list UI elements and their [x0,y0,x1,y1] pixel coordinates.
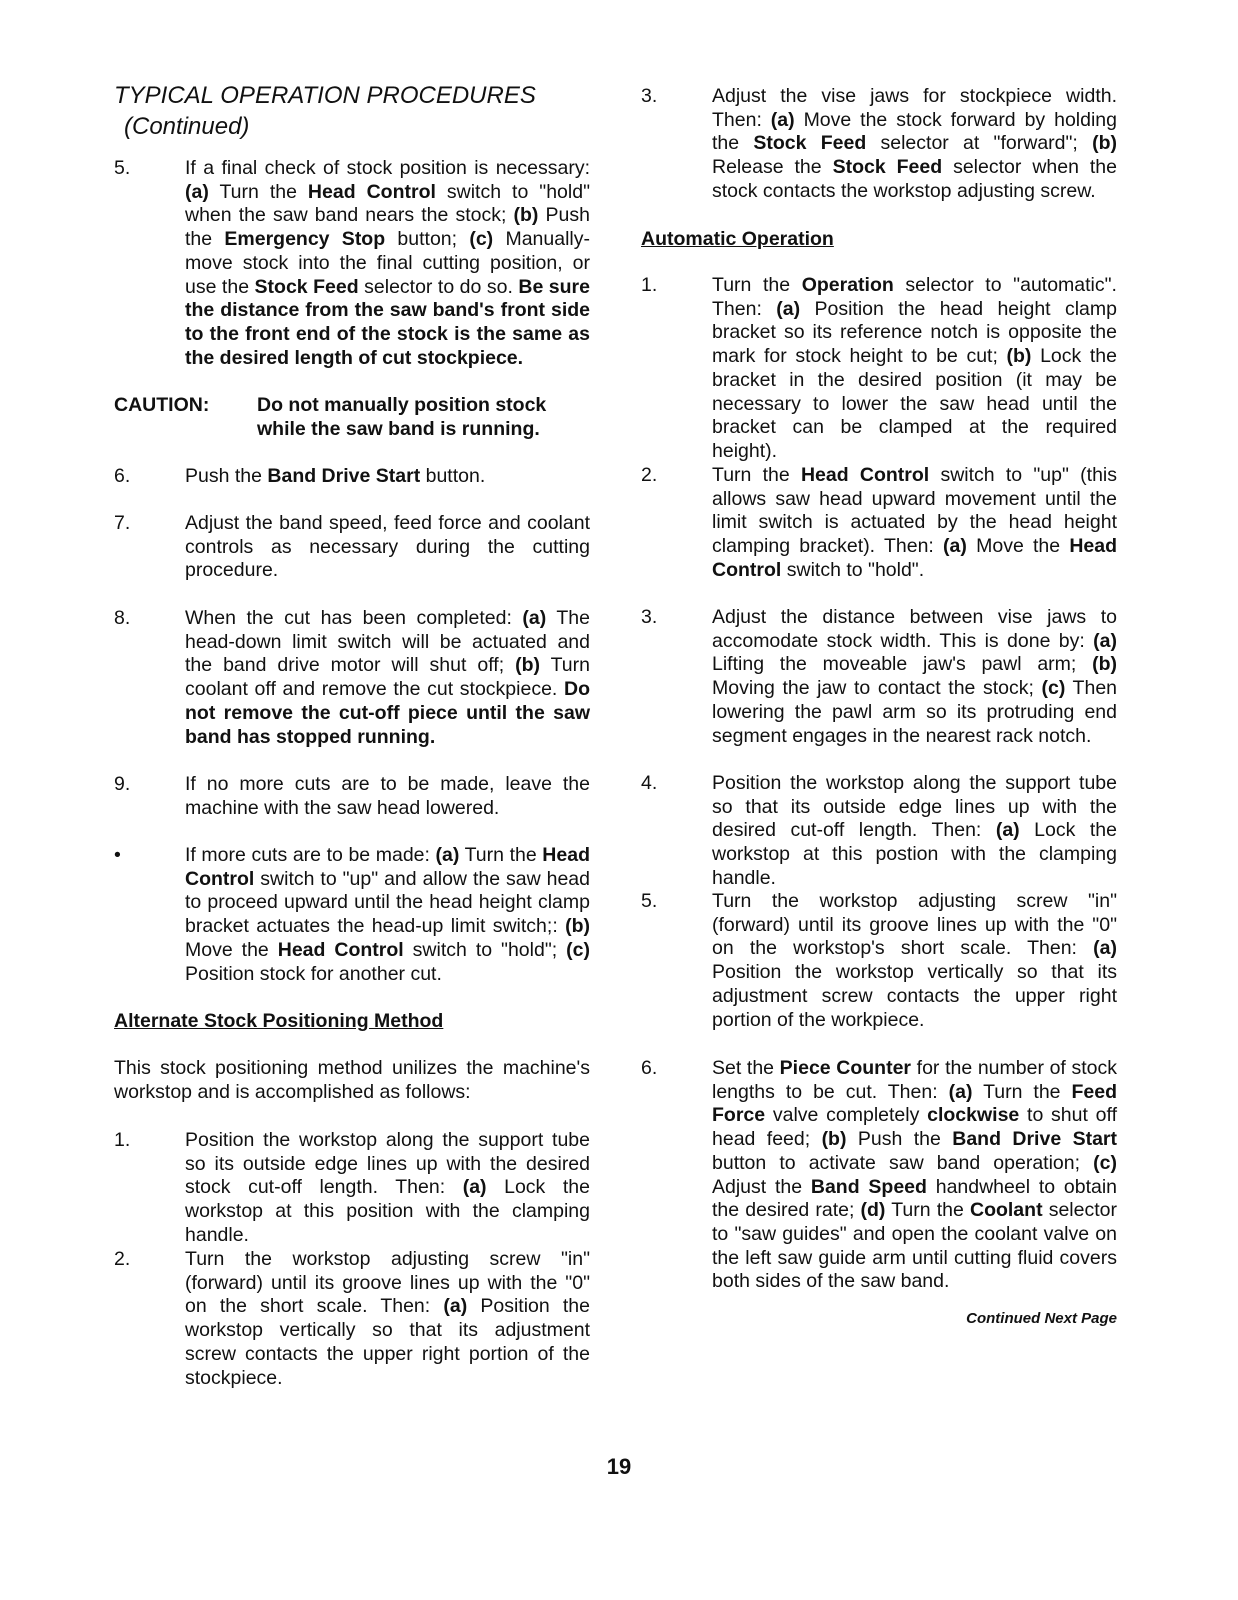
step-number: 6. [114,465,131,487]
step-text: Turn the workstop adjusting screw "in" (forward) until its groove lines up with the "0" on the short scale. Then: (a) Position the workstop vertically so that its adjustment screw contacts the upper right portion of the stockpiece. [185,1248,590,1389]
step-number: 4. [641,772,658,794]
alternate-method-intro: This stock positioning method unilizes the machine's workstop and is accomplished as follows: [114,1057,590,1103]
step-text: If more cuts are to be made: (a) Turn the Head Control switch to "up" and allow the saw head to proceed upward until the head height clamp bracket actuates the head-up limit switch;: (b) Move the Head Control switch to "hold"; (c) Position stock for another cut. [185,844,590,985]
step-number: 6. [641,1057,658,1079]
continued-next-page: Continued Next Page [966,1310,1117,1327]
caution-label: CAUTION: [114,394,210,416]
step-number: 1. [641,274,658,296]
step-text: Position the workstop along the support tube so its outside edge lines up with the desired stock cut-off length. Then: (a) Lock the workstop at this position with the clamping handle. [185,1129,590,1246]
caution-text: Do not manually position stock while the saw band is running. [257,394,547,440]
alternate-method-heading: Alternate Stock Positioning Method [114,1010,444,1032]
step-number: 8. [114,607,131,629]
step-text: Adjust the vise jaws for stockpiece width. Then: (a) Move the stock forward by holding the Stock Feed selector at "forward"; (b) Release the Stock Feed selector when the stock contacts the workstop adjusting screw. [712,85,1117,202]
step-text: Adjust the distance between vise jaws to accomodate stock width. This is done by: (a) Lifting the moveable jaw's pawl arm; (b) Moving the jaw to contact the stock; (c) Then lowering the pawl arm so its protruding end segment engages in the nearest rack notch. [712,606,1118,747]
step-text: Turn the Operation selector to "automatic". Then: (a) Position the head height clamp bracket so its reference notch is opposite the mark for stock height to be cut; (b) Lock the bracket in the desired position (it may be necessary to lower the saw head until the bracket can be clamped at the required height). [712,274,1117,462]
step-text: Turn the workstop adjusting screw "in" (forward) until its groove lines up with the "0" on the workstop's short scale. Then: (a) Position the workstop vertically so that its adjustment screw contacts the upper right portion of the workpiece. [712,890,1117,1031]
step-text: Position the workstop along the support tube so that its outside edge lines up with the desired cut-off length. Then: (a) Lock the workstop at this postion with the clamping handle. [712,772,1117,889]
page-subtitle: (Continued) [124,113,250,140]
step-number: 9. [114,773,131,795]
automatic-operation-heading: Automatic Operation [641,228,834,250]
step-text: If a final check of stock position is necessary: (a) Turn the Head Control switch to "hold" when the saw band nears the stock; (b) Push the Emergency Stop button; (c) Manually-move stock into the final cutting position, or use the Stock Feed selector to do so. Be sure the distance from the saw band's front side to the front end of the stock is the same as the desired length of cut stockpiece. [185,157,590,369]
page-number: 19 [606,1454,632,1479]
step-text: Turn the Head Control switch to "up" (this allows saw head upward movement until the limit switch is actuated by the head height clamping bracket). Then: (a) Move the Head Control switch to "hold". [712,464,1117,581]
step-number: 5. [114,157,131,179]
section-title [114,80,590,142]
bullet-marker: • [114,844,121,866]
step-text: When the cut has been completed: (a) The head-down limit switch will be actuated and the band drive motor will shut off; (b) Turn coolant off and remove the cut stockpiece. Do not remove the cut-off piece until the saw band has stopped running. [185,607,591,748]
step-number: 7. [114,512,131,534]
step-text: Set the Piece Counter for the number of stock lengths to be cut. Then: (a) Turn the Feed Force valve completely clockwise to shut off head feed; (b) Push the Band Drive Start button to activate saw band operation; (c) Adjust the Band Speed handwheel to obtain the desired rate; (d) Turn the Coolant selector to "saw guides" and open the coolant valve on the left saw guide arm until cutting fluid covers both sides of the saw band. [712,1057,1118,1293]
step-text: Adjust the band speed, feed force and coolant controls as necessary during the cutting procedure. [185,512,590,582]
step-number: 3. [641,606,658,628]
step-number: 2. [641,464,658,486]
step-number: 2. [114,1248,131,1270]
step-number: 1. [114,1129,131,1151]
step-number: 3. [641,85,658,107]
step-text: Push the Band Drive Start button. [185,465,486,487]
page-title: TYPICAL OPERATION PROCEDURES [114,82,536,109]
step-number: 5. [641,890,658,912]
step-text: If no more cuts are to be made, leave the machine with the saw head lowered. [185,773,590,819]
